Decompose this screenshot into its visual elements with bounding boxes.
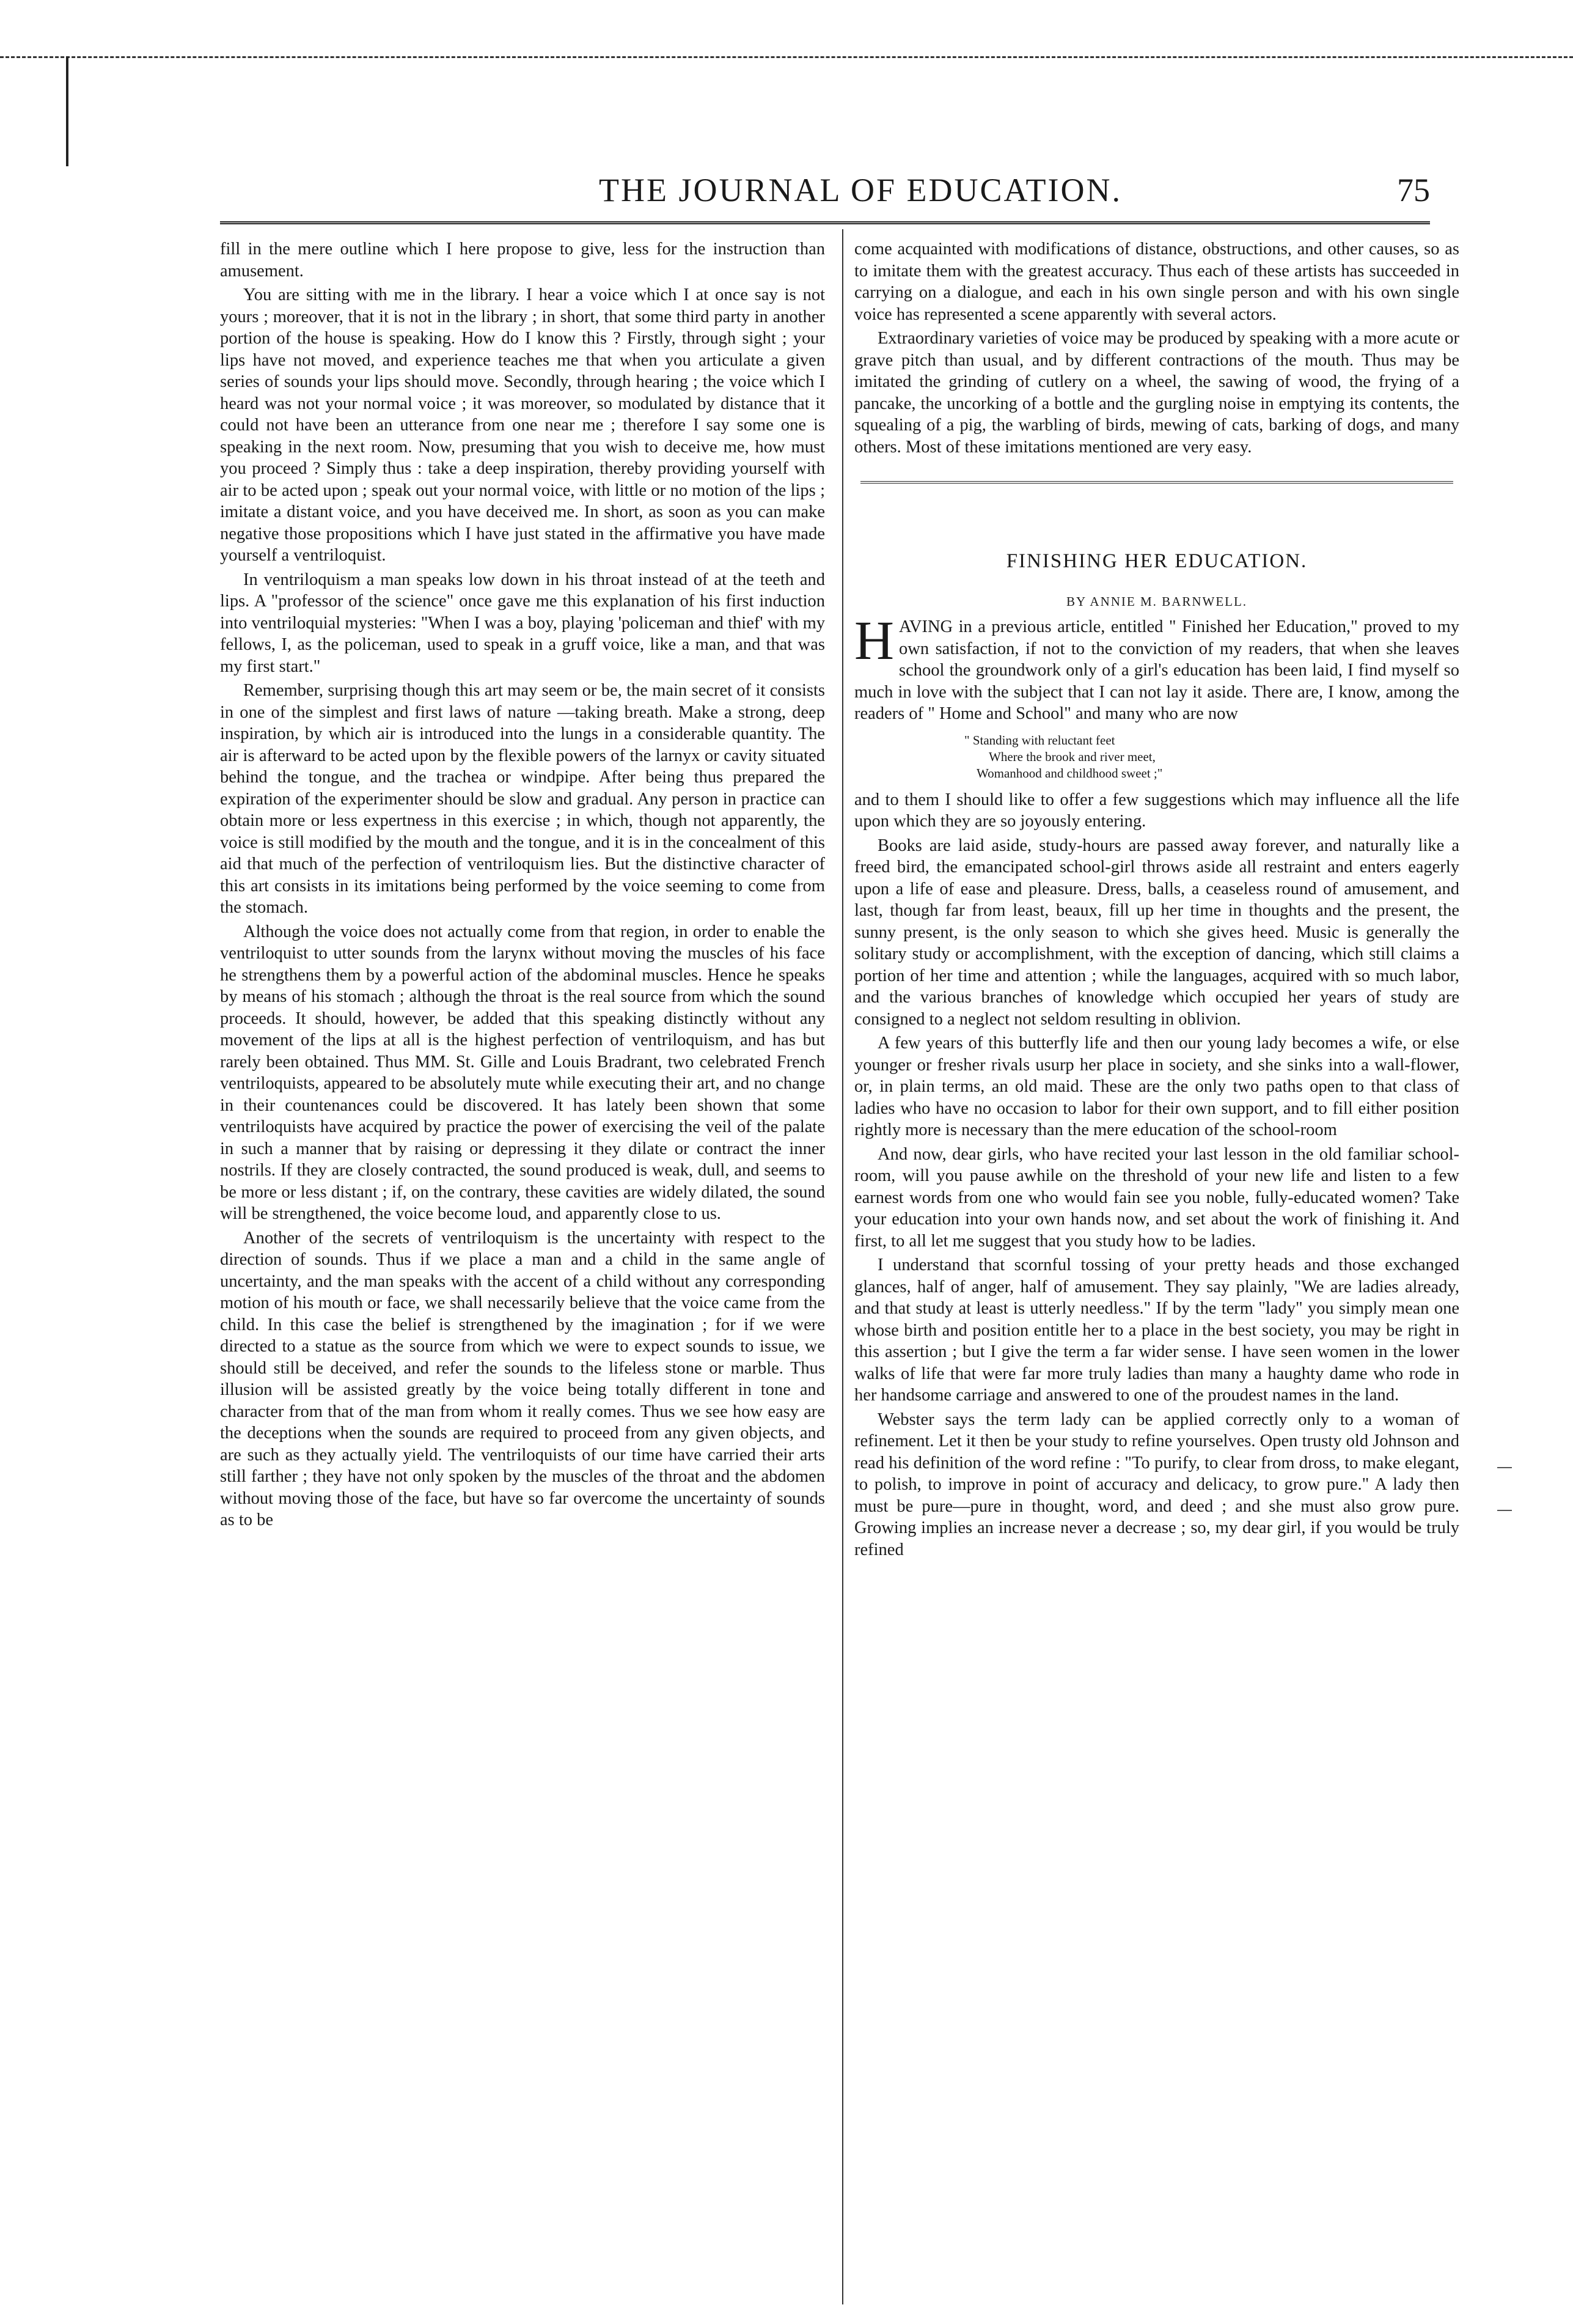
verse-quote — [964, 732, 1459, 782]
paragraph: In ventriloquism a man speaks low down in his throat instead of at the teeth and lips. A "professor of the science" once gave me this explanation of his first induction into ventriloquial mysteries: "When I was a boy, playing 'policeman and thief' with my fellows, I, as the policeman, used to speak in a gruff voice, like a man, and that was my first start." — [220, 570, 825, 676]
left-column — [220, 238, 825, 2311]
journal-title: THE JOURNAL OF EDUCATION. — [599, 172, 1122, 208]
verse-line: Where the brook and river meet, — [989, 749, 1156, 764]
paragraph: You are sitting with me in the library. I hear a voice which I at once say is not yours ; moreover, that it is not in the library ; in short, that some third party in another portion of the house is speaking. How do I know this ? Firstly, through sight ; your lips have not moved, and experience teaches me that when you articulate a given series of sounds your lips should move. Secondly, through hearing ; the voice which I heard was not your normal voice ; it was moreover, so modulated by distance that it could not have been an utterance from one near me ; therefore I say some one is speaking in the next room. Now, presuming that you wish to deceive me, how must you proceed ? Simply thus : take a deep inspiration, thereby providing yourself with air to be acted upon ; speak out your normal voice, with little or no motion of the lips ; imitate a distant voice, and you have deceived me. In short, as soon as you can make negative those propositions which I have just stated in the affirmative you have made yourself a ventriloquist. — [220, 285, 825, 565]
paragraph: Remember, surprising though this art may seem or be, the main secret of it consists in one of the simplest and first laws of nature —taking breath. Make a strong, deep inspiration, by which air is introduced into the lungs in a considerable quantity. The air is afterward to be acted upon by the flexible powers of the larnyx or cavity situated behind the tongue, and the trachea or windpipe. After being thus prepared the expiration of the experimenter should be slow and gradual. Any person in practice can obtain more or less expertness in this exercise ; in which, though not apparently, the voice is still modified by the mouth and the tongue, and it is in the concealment of this aid that much of the perfection of ventriloquism lies. But the distinctive character of this art consists in its imitations being performed by the voice seeming to come from the stomach. — [220, 681, 825, 917]
drop-cap: H — [854, 611, 894, 671]
paragraph: fill in the mere outline which I here propose to give, less for the instruction than amusement. — [220, 240, 825, 281]
paragraph: Webster says the term lady can be applied correctly only to a woman of refinement. Let it then be your study to refine yourselves. Open trusty old Johnson and read his definition of the word refine : "To purify, to clear from dross, to make elegant, to polish, to improve in point of accuracy and delicacy, to grow pure." A lady then must be pure—pure in thought, word, and deed ; and she must also grow pure. Growing implies an increase never a decrease ; so, my dear girl, if you would be truly refined — [854, 1410, 1459, 1559]
paragraph: Books are laid aside, study-hours are passed away forever, and naturally like a freed bird, the emancipated school-girl throws aside all restraint and enters eagerly upon a life of ease and pleasure. Dress, balls, a ceaseless round of amusement, and last, though far from least, beaux, fill up her time in thoughts and the present, the sunny present, is the only season to which she gives heed. Music is generally the solitary study or accomplishment, with the exception of dancing, which still claims a portion of her time and attention ; while the languages, acquired with so much labor, and the various branches of knowledge which occupied her years of study are consigned to a neglect not seldom resulting in oblivion. — [854, 836, 1459, 1029]
first-paragraph-text: AVING in a previous article, entitled " Finished her Education," proved to my own satisfaction, if not to the conviction of my readers, that when she leaves school the groundwork only of a girl's education has been laid, I find myself so much in love with the subject that I can not lay it aside. There are, I know, among the readers of " Home and School" and many who are now — [854, 617, 1459, 723]
scan-margin-mark — [1497, 1510, 1512, 1511]
paragraph: I understand that scornful tossing of your pretty heads and those exchanged glances, half of anger, half of amusement. They say plainly, "We are ladies already, and that study at least is utterly needless." If by the term "lady" you simply mean one whose birth and position entitle her to a place in the best society, you may be right in this assertion ; but I give the term a far wider sense. I have seen women in the lower walks of life that were far more truly ladies than many a haughty dame who rode in her handsome carriage and answered to one of the proudest names in the land. — [854, 1256, 1459, 1405]
scan-top-rule — [0, 56, 1573, 58]
header-rule — [220, 221, 1430, 224]
article-first-paragraph — [854, 611, 1459, 725]
verse-line: " Standing with reluctant feet — [964, 732, 1115, 748]
column-divider — [842, 229, 843, 2304]
page-number: 75 — [1397, 172, 1430, 208]
section-rule — [860, 481, 1453, 484]
article-byline: BY ANNIE M. BARNWELL. — [1066, 594, 1248, 609]
paragraph: A few years of this butterfly life and then our young lady becomes a wife, or else younger or fresher rivals usurp her place in society, and she sinks into a wall-flower, or, in plain terms, an old maid. These are the only two paths open to that class of ladies who have no occasion to labor for their own support, and to fill either position rightly more is necessary than the mere education of the school-room — [854, 1034, 1459, 1139]
paragraph: and to them I should like to offer a few suggestions which may influence all the life upon which they are so joyously entering. — [854, 790, 1459, 831]
paragraph: Extraordinary varieties of voice may be produced by speaking with a more acute or grave pitch than usual, and by different contractions of the mouth. Thus may be imitated the grinding of cutlery on a wheel, the sawing of wood, the frying of a pancake, the uncorking of a bottle and the gurgling noise in emptying its contents, the squealing of a pig, the warbling of birds, mewing of cats, barking of dogs, and many others. Most of these imitations mentioned are very easy. — [854, 329, 1459, 457]
paragraph: come acquainted with modifications of distance, obstructions, and other causes, so as to imitate them with the greatest accuracy. Thus each of these artists has succeeded in carrying on a dialogue, and each in his own single person and with his own single voice has represented a scene apparently with several actors. — [854, 240, 1459, 324]
scan-left-edge — [66, 56, 68, 166]
verse-line: Womanhood and childhood sweet ;" — [977, 765, 1163, 781]
running-head — [220, 171, 1430, 220]
paragraph: Although the voice does not actually come from that region, in order to enable the ventriloquist to utter sounds from the larynx without moving the muscles of his face he strengthens them by a powerful action of the abdominal muscles. Hence he speaks by means of his stomach ; although the throat is the real source from which the sound proceeds. It should, however, be added that this speaking distinctly without any movement of the lips at all is the highest perfection of ventriloquism, and has but rarely been obtained. Thus MM. St. Gille and Louis Bradrant, two celebrated French ventriloquists, appeared to be absolutely mute while executing their art, and no change in their countenances could be discovered. It has lately been shown that some ventriloquists have acquired by practice the power of exercising the veil of the palate in such a manner that by raising or depressing it they dilate or contract the inner nostrils. If they are closely contracted, the sound produced is weak, dull, and seems to be more or less distant ; if, on the contrary, these cavities are widely dilated, the sound will be strengthened, the voice become loud, and apparently close to us. — [220, 922, 825, 1223]
scan-margin-mark — [1497, 1467, 1512, 1468]
paragraph: Another of the secrets of ventriloquism is the uncertainty with respect to the direction of sounds. Thus if we place a man and a child in the same angle of uncertainty, and the man speaks with the accent of a child without any corresponding motion of his mouth or face, we shall necessarily believe that the voice came from the child. In this case the belief is strengthened by the imagination ; for if we were directed to a statue as the source from which we were to expect sounds to issue, we should still be deceived, and refer the sounds to the lifeless stone or marble. Thus illusion will be assisted greatly by the voice being totally different in tone and character from that of the man from whom it really comes. Thus we see how easy are the deceptions when the sounds are required to proceed from any given objects, and are such as they actually yield. The ventriloquists of our time have carried their arts still farther ; they have not only spoken by the muscles of the throat and the abdomen without moving those of the face, but have so far overcome the uncertainty of sounds as to be — [220, 1228, 825, 1529]
paragraph: And now, dear girls, who have recited your last lesson in the old familiar school-room, will you pause awhile on the threshold of your new life and listen to a few earnest words from one who would fain see you noble, fully-educated women? Take your education into your own hands now, and set about the work of finishing it. And first, to all let me suggest that you study how to be ladies. — [854, 1144, 1459, 1251]
right-column — [854, 238, 1459, 2311]
article-title: FINISHING HER EDUCATION. — [1006, 550, 1308, 572]
